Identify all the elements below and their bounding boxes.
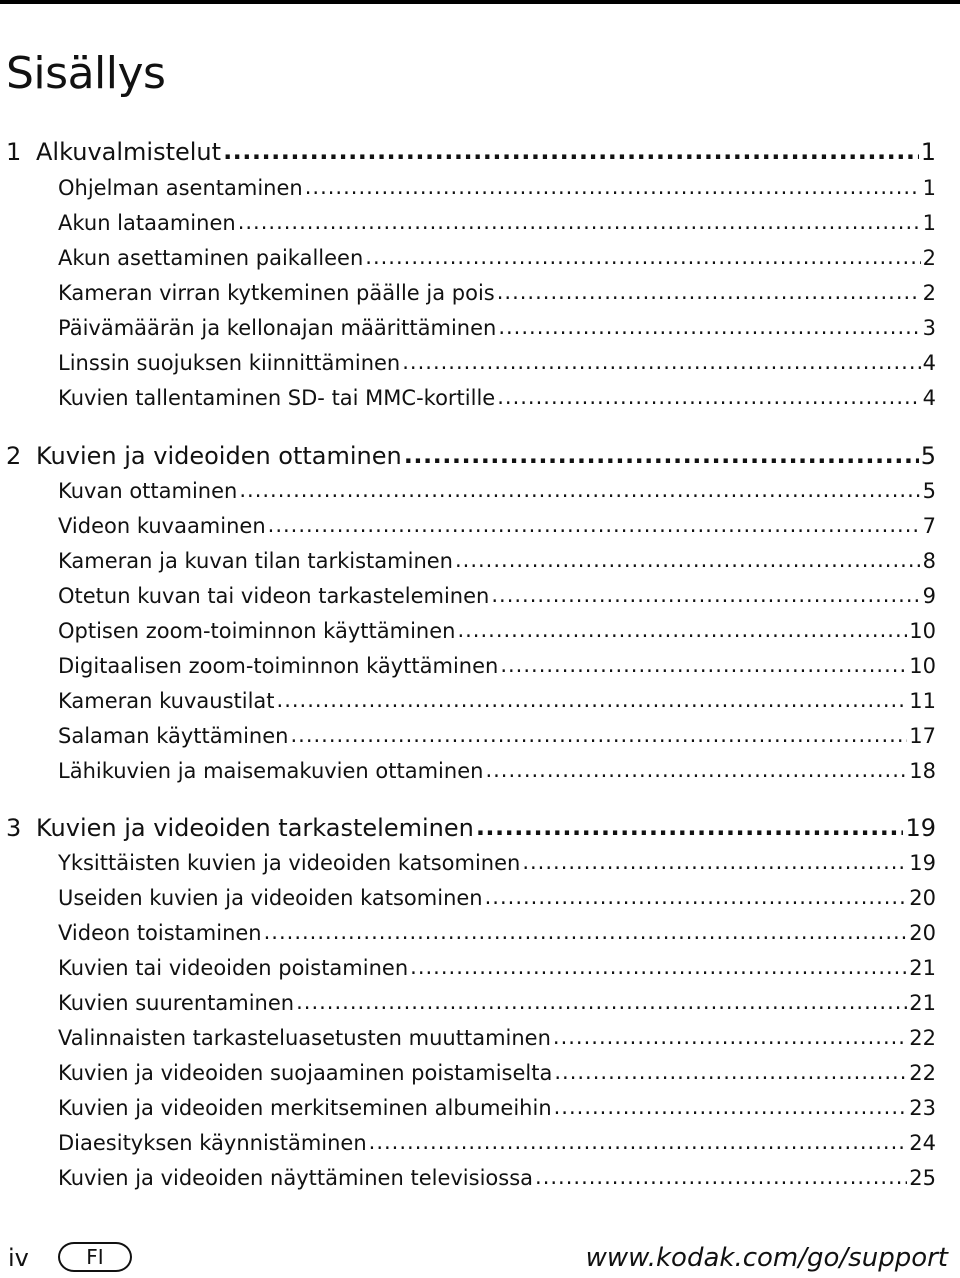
toc-page-number: 9 <box>922 584 936 608</box>
toc-page-number: 22 <box>909 1061 936 1085</box>
toc-section[interactable] <box>58 345 936 381</box>
toc-section[interactable] <box>58 950 936 986</box>
toc-section-label: Kameran kuvaustilat <box>58 689 275 713</box>
toc-leader-dots <box>239 472 920 508</box>
toc-section-label: Videon toistaminen <box>58 921 262 945</box>
toc-page-number: 4 <box>922 351 936 375</box>
toc-leader-dots <box>457 612 907 648</box>
toc-section[interactable] <box>58 880 936 916</box>
toc-section[interactable] <box>58 1055 936 1091</box>
toc-page-number: 22 <box>909 1026 936 1050</box>
toc-leader-dots <box>485 879 908 915</box>
page-title: Sisällys <box>6 48 166 99</box>
toc-chapter-label: Kuvien ja videoiden tarkasteleminen <box>36 814 474 842</box>
toc-page-number: 1 <box>922 176 936 200</box>
toc-leader-dots <box>365 239 920 275</box>
toc-section[interactable] <box>58 683 936 719</box>
toc-page-number: 10 <box>909 619 936 643</box>
toc-section-label: Kameran virran kytkeminen päälle ja pois <box>58 281 495 305</box>
toc-page-number: 18 <box>909 759 936 783</box>
toc-section[interactable] <box>58 1125 936 1161</box>
toc-leader-dots <box>554 1054 907 1090</box>
toc-section[interactable] <box>58 473 936 509</box>
toc-page-number: 8 <box>922 549 936 573</box>
toc-section-label: Valinnaisten tarkasteluasetusten muuttaminen <box>58 1026 551 1050</box>
toc-section[interactable] <box>58 240 936 276</box>
toc-section-label: Kuvien tai videoiden poistaminen <box>58 956 409 980</box>
toc-section-label: Digitaalisen zoom-toiminnon käyttäminen <box>58 654 499 678</box>
toc-leader-dots <box>305 169 921 205</box>
toc-section[interactable] <box>58 578 936 614</box>
toc-leader-dots <box>277 682 908 718</box>
toc-section[interactable] <box>58 275 936 311</box>
toc-leader-dots <box>497 379 920 415</box>
toc-page-number: 2 <box>922 281 936 305</box>
toc-section-label: Kuvien tallentaminen SD- tai MMC-kortille <box>58 386 496 410</box>
toc-leader-dots <box>476 809 904 845</box>
toc-section[interactable] <box>58 845 936 881</box>
toc-leader-dots <box>553 1019 907 1055</box>
toc-page-number: 21 <box>909 991 936 1015</box>
toc-section-label: Päivämäärän ja kellonajan määrittäminen <box>58 316 497 340</box>
toc-section[interactable] <box>58 170 936 206</box>
toc-chapter-label: Alkuvalmistelut <box>36 138 222 166</box>
toc-chapter-number: 3 <box>6 814 22 842</box>
toc-chapter-2[interactable] <box>6 438 936 474</box>
toc-section[interactable] <box>58 613 936 649</box>
toc-page-number: 5 <box>922 479 936 503</box>
toc-page-number: 19 <box>909 851 936 875</box>
toc-page-number: 20 <box>909 921 936 945</box>
toc-section[interactable] <box>58 753 936 789</box>
top-rule <box>0 0 960 4</box>
toc-section-label: Otetun kuvan tai videon tarkasteleminen <box>58 584 490 608</box>
toc-section[interactable] <box>58 543 936 579</box>
toc-section-label: Videon kuvaaminen <box>58 514 266 538</box>
toc-section-label: Kuvien ja videoiden merkitseminen albumeihin <box>58 1096 552 1120</box>
toc-leader-dots <box>500 647 907 683</box>
toc-section[interactable] <box>58 205 936 241</box>
toc-leader-dots <box>238 204 921 240</box>
toc-page-number: 1 <box>920 138 936 166</box>
toc-section[interactable] <box>58 1090 936 1126</box>
toc-page-number: 21 <box>909 956 936 980</box>
toc-leader-dots <box>290 717 907 753</box>
toc-leader-dots <box>404 437 919 473</box>
toc-section[interactable] <box>58 985 936 1021</box>
toc-page-number: 25 <box>909 1166 936 1190</box>
toc-section[interactable] <box>58 1020 936 1056</box>
toc-section-label: Ohjelman asentaminen <box>58 176 303 200</box>
toc-section-label: Akun lataaminen <box>58 211 236 235</box>
toc-leader-dots <box>497 274 921 310</box>
toc-page-number: 11 <box>909 689 936 713</box>
toc-page-number: 4 <box>922 386 936 410</box>
toc-chapter-1[interactable] <box>6 134 936 170</box>
toc-section[interactable] <box>58 310 936 346</box>
toc-section-label: Kuvien suurentaminen <box>58 991 295 1015</box>
toc-section-label: Lähikuvien ja maisemakuvien ottaminen <box>58 759 484 783</box>
toc-leader-dots <box>223 133 919 169</box>
toc-leader-dots <box>402 344 920 380</box>
toc-section-label: Optisen zoom-toiminnon käyttäminen <box>58 619 456 643</box>
toc-section-label: Kameran ja kuvan tilan tarkistaminen <box>58 549 453 573</box>
toc-chapter-3[interactable] <box>6 810 936 846</box>
toc-page-number: 1 <box>922 211 936 235</box>
toc-page-number: 23 <box>909 1096 936 1120</box>
language-badge: FI <box>58 1242 132 1272</box>
toc-section[interactable] <box>58 508 936 544</box>
toc-leader-dots <box>554 1089 908 1125</box>
toc-section-label: Akun asettaminen paikalleen <box>58 246 364 270</box>
toc-leader-dots <box>485 752 907 788</box>
toc-section[interactable] <box>58 718 936 754</box>
toc-leader-dots <box>498 309 920 345</box>
toc-page-number: 2 <box>922 246 936 270</box>
toc-page-number: 10 <box>909 654 936 678</box>
toc-section[interactable] <box>58 1160 936 1196</box>
toc-section[interactable] <box>58 380 936 416</box>
toc-leader-dots <box>455 542 921 578</box>
toc-page-number: 20 <box>909 886 936 910</box>
page-footer <box>0 1240 960 1278</box>
toc-section-label: Salaman käyttäminen <box>58 724 289 748</box>
toc-section-label: Yksittäisten kuvien ja videoiden katsominen <box>58 851 521 875</box>
toc-leader-dots <box>268 507 921 543</box>
toc-chapter-number: 2 <box>6 442 22 470</box>
toc-section-label: Kuvien ja videoiden suojaaminen poistamiselta <box>58 1061 553 1085</box>
toc-page-number: 19 <box>905 814 936 842</box>
toc-leader-dots <box>369 1124 908 1160</box>
toc-leader-dots <box>410 949 907 985</box>
toc-section-label: Linssin suojuksen kiinnittäminen <box>58 351 401 375</box>
footer-page-number: iv <box>8 1244 29 1272</box>
toc-leader-dots <box>264 914 908 950</box>
toc-section-label: Useiden kuvien ja videoiden katsominen <box>58 886 483 910</box>
toc-section-label: Diaesityksen käynnistäminen <box>58 1131 367 1155</box>
support-url-link[interactable]: www.kodak.com/go/support <box>585 1243 948 1273</box>
toc-page-number: 7 <box>922 514 936 538</box>
toc-section-label: Kuvien ja videoiden näyttäminen televisiossa <box>58 1166 534 1190</box>
toc-chapter-label: Kuvien ja videoiden ottaminen <box>36 442 402 470</box>
toc-section[interactable] <box>58 648 936 684</box>
toc-page-number: 3 <box>922 316 936 340</box>
toc-leader-dots <box>296 984 907 1020</box>
toc-page-number: 5 <box>920 442 936 470</box>
toc-page-number: 24 <box>909 1131 936 1155</box>
toc-section[interactable] <box>58 915 936 951</box>
toc-leader-dots <box>535 1159 907 1195</box>
toc-leader-dots <box>491 577 920 613</box>
toc-page-number: 17 <box>909 724 936 748</box>
toc-section-label: Kuvan ottaminen <box>58 479 238 503</box>
toc-leader-dots <box>522 844 907 880</box>
toc-chapter-number: 1 <box>6 138 22 166</box>
